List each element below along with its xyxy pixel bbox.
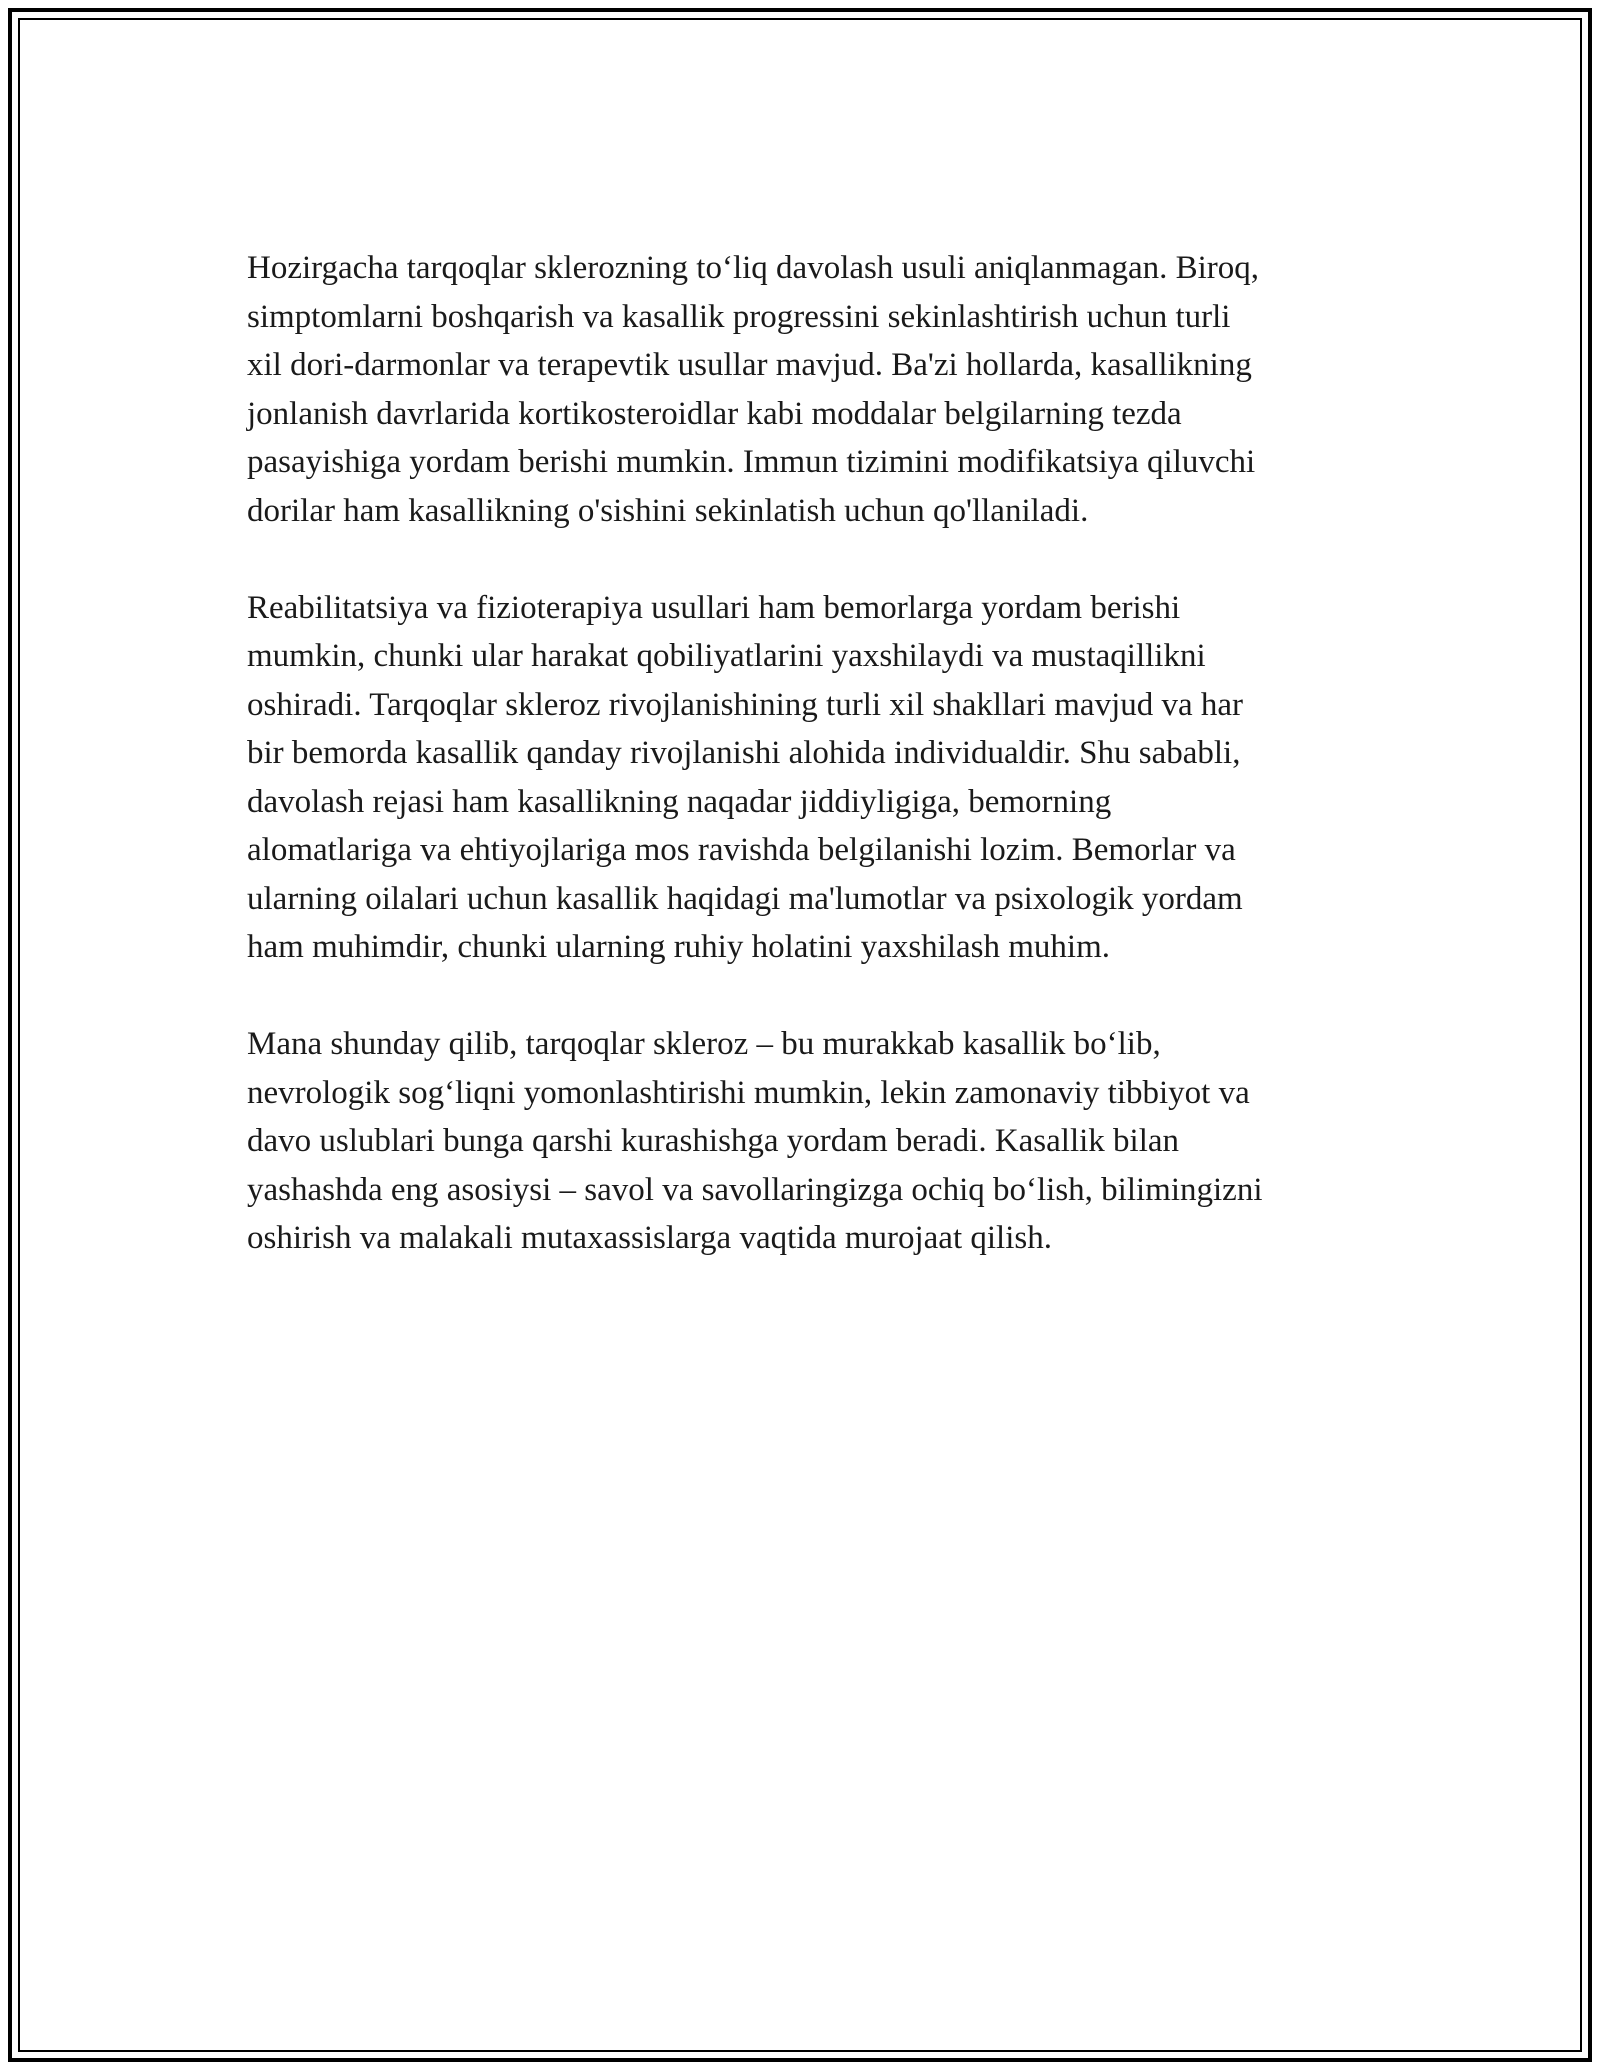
paragraph-line: mumkin, chunki ular harakat qobiliyatlarini yaxshilaydi va mustaqillikni	[247, 638, 1206, 674]
paragraph-1	[247, 244, 1397, 535]
paragraph-line: Mana shunday qilib, tarqoqlar skleroz – bu murakkab kasallik bo‘lib,	[247, 1026, 1161, 1062]
page-frame	[8, 8, 1592, 2062]
paragraph-2	[247, 584, 1397, 972]
paragraph-line: oshiradi. Tarqoqlar skleroz rivojlanishining turli xil shakllari mavjud va har	[247, 686, 1244, 723]
paragraph-line: davo uslublari bunga qarshi kurashishga yordam beradi. Kasallik bilan	[247, 1123, 1180, 1159]
paragraph-line: jonlanish davrlarida kortikosteroidlar kabi moddalar belgilarning tezda	[247, 395, 1182, 432]
paragraph-line: xil dori-darmonlar va terapevtik usullar mavjud. Ba'zi hollarda, kasallikning	[247, 347, 1252, 383]
paragraph-line: oshirish va malakali mutaxassislarga vaqtida murojaat qilish.	[247, 1220, 1052, 1256]
paragraph-line: pasayishiga yordam berishi mumkin. Immun tizimini modifikatsiya qiluvchi	[247, 444, 1256, 480]
paragraph-line: yashashda eng asosiysi – savol va savollaringizga ochiq bo‘lish, bilimingizni	[247, 1171, 1263, 1208]
paragraph-3	[247, 1020, 1397, 1263]
paragraph-line: Reabilitatsiya va fizioterapiya usullari ham bemorlarga yordam berishi	[247, 589, 1181, 626]
paragraph-line: Hozirgacha tarqoqlar sklerozning to‘liq davolash usuli aniqlanmagan. Biroq,	[247, 250, 1260, 286]
paragraph-line: dorilar ham kasallikning o'sishini sekinlatish uchun qo'llaniladi.	[247, 492, 1089, 529]
paragraph-line: bir bemorda kasallik qanday rivojlanishi alohida individualdir. Shu sababli,	[247, 735, 1241, 771]
paragraph-line: alomatlariga va ehtiyojlariga mos ravishda belgilanishi lozim. Bemorlar va	[247, 832, 1236, 868]
paragraph-line: ham muhimdir, chunki ularning ruhiy holatini yaxshilash muhim.	[247, 929, 1110, 965]
paragraph-line: nevrologik sog‘liqni yomonlashtirishi mumkin, lekin zamonaviy tibbiyot va	[247, 1074, 1250, 1111]
paragraph-line: ularning oilalari uchun kasallik haqidagi ma'lumotlar va psixologik yordam	[247, 880, 1243, 917]
paragraph-line: simptomlarni boshqarish va kasallik progressini sekinlashtirish uchun turli	[247, 298, 1231, 335]
document-body	[247, 244, 1397, 1311]
paragraph-line: davolash rejasi ham kasallikning naqadar jiddiyligiga, bemorning	[247, 783, 1112, 820]
